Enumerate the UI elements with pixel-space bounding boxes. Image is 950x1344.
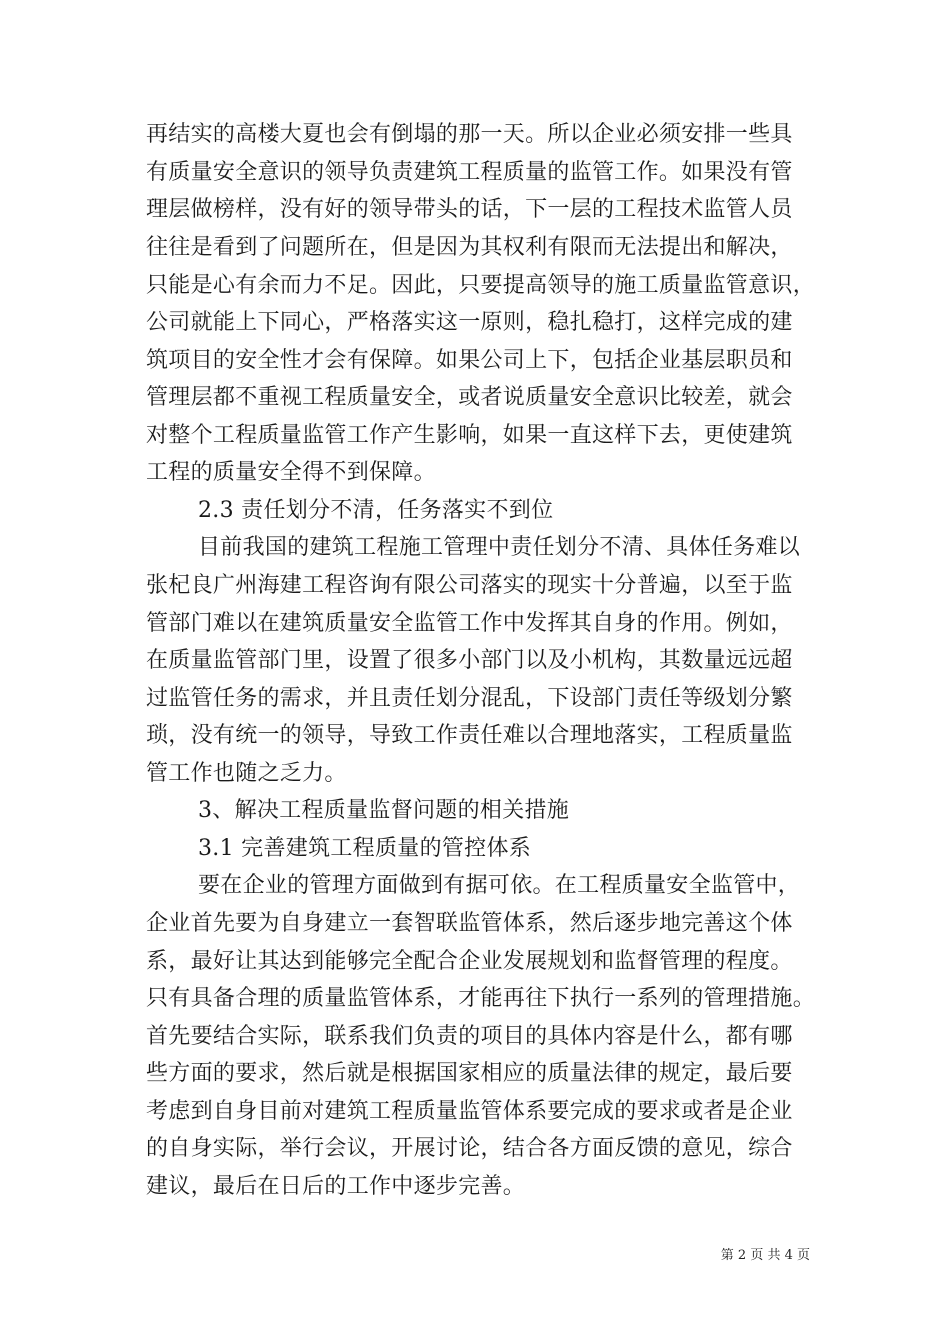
section-heading-2-3: 2.3 责任划分不清，任务落实不到位 bbox=[198, 498, 554, 523]
paragraph-line: 考虑到自身目前对建筑工程质量监管体系要完成的要求或者是企业 bbox=[146, 1099, 793, 1124]
paragraph-line: 要在企业的管理方面做到有据可依。在工程质量安全监管中， bbox=[198, 873, 801, 898]
paragraph-line: 对整个工程质量监管工作产生影响，如果一直这样下去，更使建筑 bbox=[146, 423, 793, 448]
paragraph-line: 过监管任务的需求，并且责任划分混乱，下设部门责任等级划分繁 bbox=[146, 686, 793, 711]
paragraph-line: 系，最好让其达到能够完全配合企业发展规划和监督管理的程度。 bbox=[146, 949, 793, 974]
paragraph-line: 管理层都不重视工程质量安全，或者说质量安全意识比较差，就会 bbox=[146, 385, 793, 410]
paragraph-line: 建议，最后在日后的工作中逐步完善。 bbox=[146, 1174, 526, 1199]
paragraph-line: 筑项目的安全性才会有保障。如果公司上下，包括企业基层职员和 bbox=[146, 348, 793, 373]
paragraph-line: 只有具备合理的质量监管体系，才能再往下执行一系列的管理措施。 bbox=[146, 986, 816, 1011]
section-heading-3-1: 3.1 完善建筑工程质量的管控体系 bbox=[198, 836, 532, 861]
section-heading-3: 3、解决工程质量监督问题的相关措施 bbox=[198, 798, 570, 823]
paragraph-line: 些方面的要求，然后就是根据国家相应的质量法律的规定，最后要 bbox=[146, 1061, 793, 1086]
paragraph-line: 张杞良广州海建工程咨询有限公司落实的现实十分普遍，以至于监 bbox=[146, 573, 793, 598]
paragraph-line: 有质量安全意识的领导负责建筑工程质量的监管工作。如果没有管 bbox=[146, 160, 793, 185]
paragraph-line: 再结实的高楼大夏也会有倒塌的那一天。所以企业必须安排一些具 bbox=[146, 122, 793, 147]
paragraph-line: 管工作也随之乏力。 bbox=[146, 761, 347, 786]
paragraph-line: 首先要结合实际，联系我们负责的项目的具体内容是什么，都有哪 bbox=[146, 1024, 793, 1049]
paragraph-line: 工程的质量安全得不到保障。 bbox=[146, 460, 436, 485]
paragraph-line: 的自身实际，举行会议，开展讨论，结合各方面反馈的意见，综合 bbox=[146, 1136, 793, 1161]
paragraph-line: 目前我国的建筑工程施工管理中责任划分不清、具体任务难以 bbox=[198, 535, 801, 560]
paragraph-line: 理层做榜样，没有好的领导带头的话，下一层的工程技术监管人员 bbox=[146, 197, 793, 222]
paragraph-line: 公司就能上下同心，严格落实这一原则，稳扎稳打，这样完成的建 bbox=[146, 310, 793, 335]
page-number: 第 2 页 共 4 页 bbox=[720, 1248, 810, 1263]
paragraph-line: 往往是看到了问题所在，但是因为其权利有限而无法提出和解决， bbox=[146, 235, 793, 260]
paragraph-line: 琐，没有统一的领导，导致工作责任难以合理地落实，工程质量监 bbox=[146, 723, 793, 748]
paragraph-line: 在质量监管部门里，设置了很多小部门以及小机构，其数量远远超 bbox=[146, 648, 793, 673]
paragraph-line: 企业首先要为自身建立一套智联监管体系，然后逐步地完善这个体 bbox=[146, 911, 793, 936]
paragraph-line: 只能是心有余而力不足。因此，只要提高领导的施工质量监管意识， bbox=[146, 273, 816, 298]
paragraph-line: 管部门难以在建筑质量安全监管工作中发挥其自身的作用。例如， bbox=[146, 611, 793, 636]
